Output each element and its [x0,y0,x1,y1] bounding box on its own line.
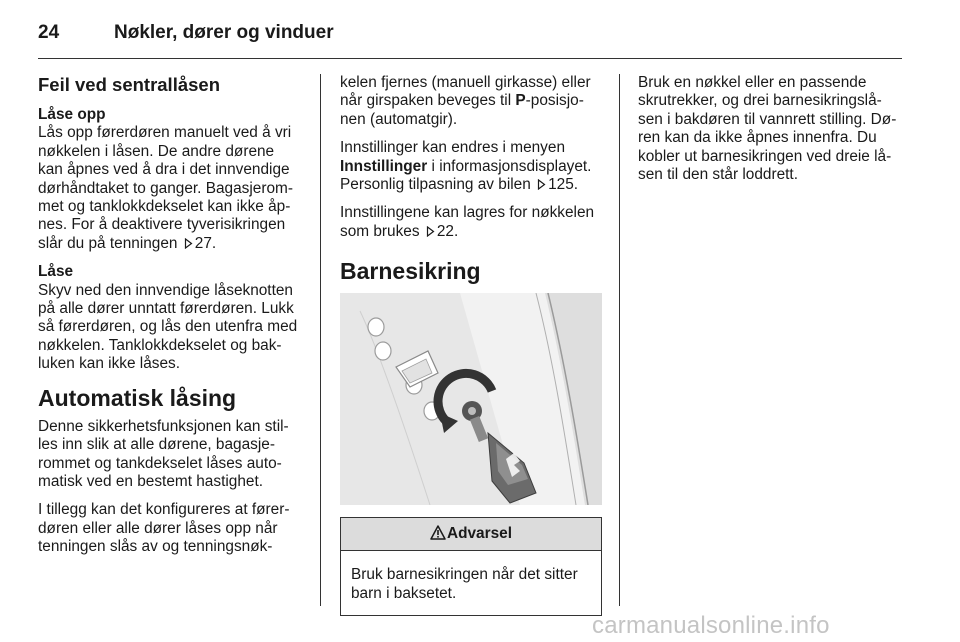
header-rule [38,58,902,59]
gear-position-p: P [515,92,526,110]
page-number: 24 [38,22,60,43]
warning-triangle-icon [430,525,446,540]
section-heading-child-lock: Barnesikring [340,258,481,285]
column-3 [638,74,904,194]
warning-title: Advarsel [446,525,513,543]
paragraph-child-lock-instructions: Bruk en nøkkel eller en passende skrutrekker, og drei barnesikringslå- sen i bakdøren til vannrett stilling. Dø- ren kan da ikke åpnes innenfra. Du kobler ut barnesikringen ved dreie lå- sen til den står loddrett. [638,74,897,184]
paragraph-unlock: Lås opp førerdøren manuelt ved å vri nøkkelen i låsen. De andre dørene kan åpnes ved å dra i det innvendige dørhåndtaket to ganger. Bagasjerom- met og tanklokkdekselet kan ikke åp- nes. For å deaktivere tyverisikringen slår du på tenningen 27. [38,124,293,252]
subheading-lock: Låse [38,263,74,281]
column-2 [340,74,602,616]
column-divider-2 [619,74,620,606]
paragraph-settings: Innstillinger kan endres i menyen Innstillinger i informasjonsdisplayet. Personlig tilpasning av bilen 125. [340,139,592,194]
page-reference-icon [183,238,194,249]
page-reference-icon [425,226,436,237]
column-1 [38,74,306,567]
section-heading-automatic-locking: Automatisk låsing [38,384,237,411]
warning-header [341,518,601,551]
paragraph-auto-1: Denne sikkerhetsfunksjonen kan stil- les inn slik at alle dørene, bagasje- rommet og tankdekselet låses auto- matisk ved en bestemt hastighet. [38,417,289,490]
column-divider-1 [320,74,321,606]
paragraph-key-memory: Innstillingene kan lagres for nøkkelen som brukes 22. [340,204,595,240]
subheading-unlock: Låse opp [38,106,106,123]
reference-page-125[interactable]: 125. [548,176,579,194]
page-reference-icon [536,179,547,190]
paragraph-auto-2: I tillegg kan det konfigureres at fører- døren eller alle dører låses opp når tenningen slås av og tenningsnøk- [38,501,290,556]
door-key-illustration [340,293,602,505]
paragraph-continued: kelen fjernes (manuell girkasse) eller når girspaken beveges til P-posisjo- nen (automatgir). [340,74,591,128]
warning-box [340,517,602,616]
watermark: carmanualsonline.info [592,612,830,639]
settings-menu-name: Innstillinger [340,157,428,175]
section-heading-central-locking-fault: Feil ved sentrallåsen [38,74,221,95]
paragraph-lock: Skyv ned den innvendige låseknotten på alle dører unntatt førerdøren. Lukk så førerdøren, og lås den utenfra med nøkkelen. Tanklokkdekselet og bak- luken kan ikke låses. [38,281,298,373]
running-title: Nøkler, dører og vinduer [114,22,334,43]
child-lock-illustration [340,293,602,505]
warning-body: Bruk barnesikringen når det sitter barn i baksetet. [351,566,578,602]
reference-page-27[interactable]: 27. [194,234,217,252]
reference-page-22[interactable]: 22. [436,222,459,240]
